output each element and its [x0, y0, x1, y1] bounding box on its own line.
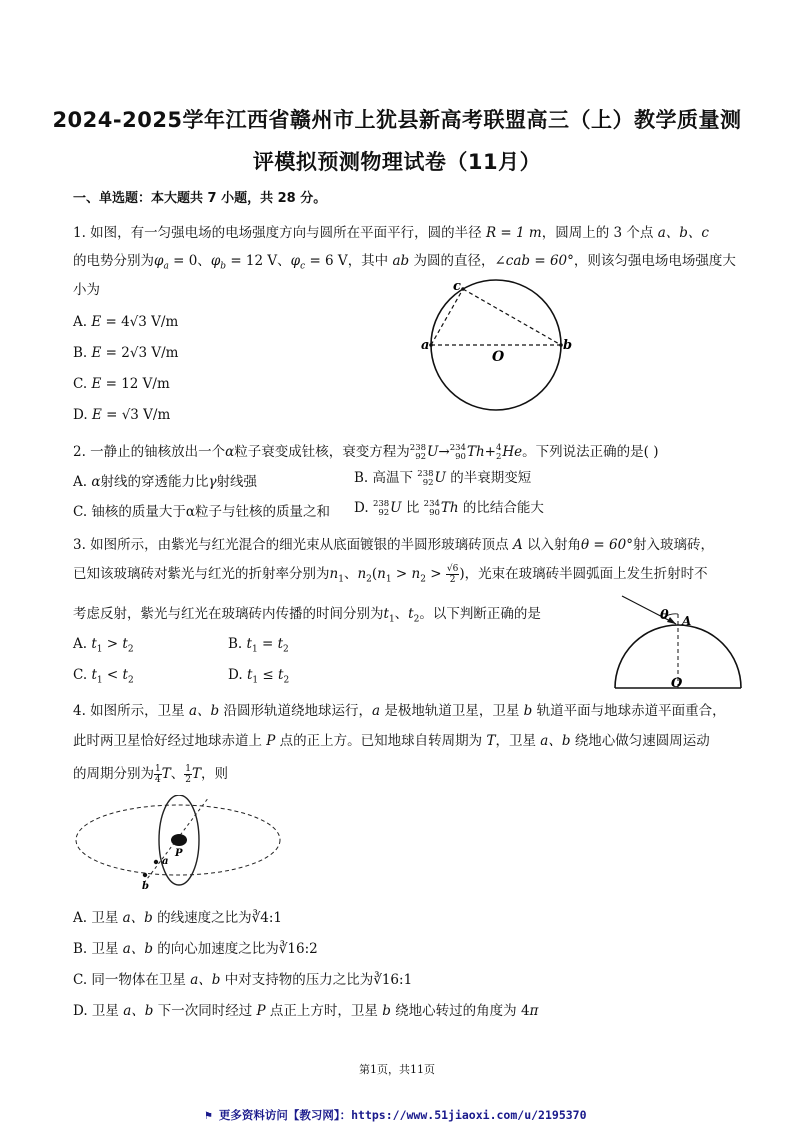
flag-icon: ⚑: [205, 1108, 212, 1122]
page-title-line1: 2024-2025学年江西省赣州市上犹县新高考联盟高三（上）教学质量测: [52, 108, 742, 132]
q2-option-b: B. 高温下 238 92 U 的半衰期变短: [354, 468, 532, 488]
q1-label-c: c: [453, 279, 461, 294]
q4-stem-line2: 此时两卫星恰好经过地球赤道上 P 点的正上方。已知地球自转周期为 T，卫星 a、b 绕地心做匀速圆周运动: [73, 733, 710, 749]
q4-satellite-a: [154, 860, 158, 864]
q4-option-c: C. 同一物体在卫星 a、b 中对支持物的压力之比为∛16:1: [73, 972, 413, 988]
q4-option-a: A. 卫星 a、b 的线速度之比为∛4:1: [73, 910, 282, 926]
q3-stem-line3: 考虑反射，紫光与红光在玻璃砖内传播的时间分别为$t_1$、$t_2$。以下判断正确的是: [73, 606, 541, 625]
q2-stem: 2. 一静止的铀核放出一个α粒子衰变成钍核，衰变方程为 238 92 U→ 234 90 Th+ 4 2 He。下列说法正确的是( ): [73, 442, 659, 462]
q1-option-d: D. E = √3 V/m: [73, 407, 171, 423]
q1-label-o: O: [492, 349, 505, 365]
q3-label-a: A: [682, 614, 692, 628]
q1-stem-line3: 小为: [73, 282, 100, 298]
q4-orbit-diagram: [72, 795, 292, 895]
section-heading: 一、单选题：本大题共 7 小题，共 28 分。: [73, 191, 327, 206]
q1-option-a: A. E = 4√3 V/m: [73, 314, 179, 330]
q2-option-d: D. 238 92 U 比 234 90 Th 的比结合能大: [354, 498, 544, 518]
q1-option-c: C. E = 12 V/m: [73, 376, 170, 392]
q3-stem-line2: 已知该玻璃砖对紫光与红光的折射率分别为$n_1$、$n_2(n_1 > n_2$ > $\frac{√6}{2}$ )，光束在玻璃砖半圆弧面上发生折射时不: [73, 564, 708, 585]
q1-stem-line1: 1. 如图，有一匀强电场的电场强度方向与圆所在平面平行，圆的半径 R = 1 m，圆周上的 3 个点 a、b、c: [73, 225, 709, 241]
q1-point-a: [429, 343, 433, 347]
q3-stem-line1: 3. 如图所示，由紫光与红光混合的细光束从底面镀银的半圆形玻璃砖顶点 A 以入射角θ = 60°射入玻璃砖，: [73, 537, 714, 553]
q4-label-a: a: [162, 856, 169, 867]
q3-option-a: A. $t_1 > t_2$: [73, 636, 134, 655]
q1-label-b: b: [563, 338, 573, 353]
q1-stem-line2: 的电势分别为$\varphi_a = 0$、$\varphi_b = 12$ V、$\varphi_c = 6$ V，其中 ab 为圆的直径，∠cab = 60°，则该匀强电场电场强度大: [73, 253, 736, 272]
ad-link[interactable]: ⚑ 更多资料访问【教习网】：https://www.51jiaoxi.com/u/2195370: [205, 1108, 587, 1122]
q3-option-d: D. $t_1 \le t_2$: [228, 667, 290, 686]
q1-chord-ac: [431, 289, 463, 345]
q1-label-a: a: [421, 338, 430, 353]
q4-label-b: b: [142, 881, 149, 892]
q3-label-o: O: [671, 676, 683, 691]
q3-option-b: B. $t_1 = t_2$: [228, 636, 289, 655]
q4-stem-line3: 的周期分别为 $\frac{1}{4}$ T、 $\frac{1}{2}$ T，则: [73, 764, 228, 785]
q3-label-theta: θ: [660, 608, 669, 623]
q4-satellite-b: [143, 873, 147, 877]
q4-stem-line1: 4. 如图所示，卫星 a、b 沿圆形轨道绕地球运行，a 是极地轨道卫星，卫星 b 轨道平面与地球赤道平面重合，: [73, 703, 726, 719]
q3-semicircle-diagram: [608, 592, 758, 692]
q1-option-b: B. E = 2√3 V/m: [73, 345, 179, 361]
q4-label-p: P: [175, 848, 183, 859]
q1-circle-diagram: [415, 278, 580, 413]
q4-option-b: B. 卫星 a、b 的向心加速度之比为∛16:2: [73, 941, 318, 957]
q1-chord-cb: [463, 289, 561, 345]
page-number: 第1页，共11页: [359, 1063, 435, 1076]
q1-point-c: [461, 287, 465, 291]
q4-option-d: D. 卫星 a、b 下一次同时经过 P 点正上方时，卫星 b 绕地心转过的角度为 4π: [73, 1003, 539, 1019]
q3-option-c: C. $t_1 < t_2$: [73, 667, 134, 686]
q4-earth: [171, 834, 187, 846]
page-title-line2: 评模拟预测物理试卷（11月）: [252, 150, 542, 174]
q2-option-a: A. α射线的穿透能力比γ射线强: [73, 474, 258, 490]
q2-option-c: C. 铀核的质量大于α粒子与钍核的质量之和: [73, 504, 331, 520]
